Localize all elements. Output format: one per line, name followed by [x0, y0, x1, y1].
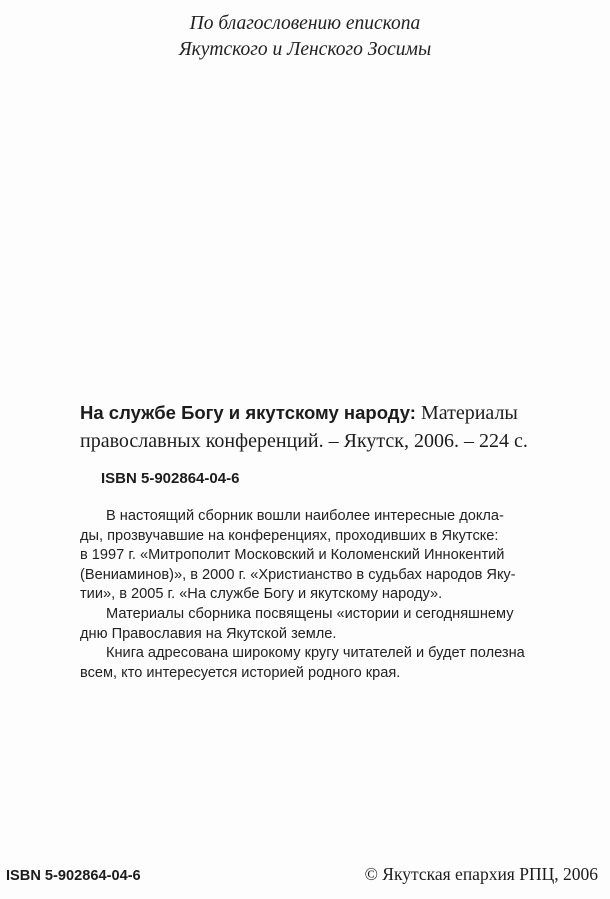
book-title-rest: Материалы — [415, 402, 518, 424]
copyright-notice: © Якутская епархия РПЦ, 2006 — [364, 864, 598, 884]
bibliographic-line-1 — [80, 399, 600, 427]
annotation-line: всем, кто интересуется историей родного края. — [80, 664, 401, 681]
annotation — [80, 507, 600, 683]
annotation-line: В настоящий сборник вошли наиболее интересные докла- — [106, 508, 504, 524]
annotation-line: Книга адресована широкому кругу читателей и будет полезна — [106, 645, 525, 662]
annotation-line: (Вениаминов)», в 2000 г. «Христианство в судьбах народов Якy- — [80, 566, 516, 583]
annotation-line: Материалы сборника посвящены «истории и сегодняшнему — [106, 605, 514, 622]
blessing-line-1: По благословению епископа — [189, 13, 421, 34]
bibliographic-record — [80, 399, 600, 455]
annotation-line: в 1997 г. «Митрополит Московский и Коломенский Иннокентий — [80, 547, 505, 564]
annotation-line: тии», в 2005 г. «На службе Богу и якутскому народу». — [80, 586, 443, 603]
annotation-line: дню Православия на Якутской земле. — [80, 625, 337, 642]
annotation-line: ды, прозвучавшие на конференциях, проходивших в Якутске: — [80, 527, 499, 544]
isbn-top: ISBN 5-902864-04-6 — [101, 470, 240, 487]
book-title: На службе Богу и якутскому народу: — [80, 402, 416, 423]
blessing-line-2: Якутского и Ленского Зосимы — [178, 39, 432, 60]
isbn-bottom: ISBN 5-902864-04-6 — [6, 868, 141, 884]
bibliographic-line-2: православных конференций. – Якутск, 2006. – 224 с. — [80, 430, 528, 452]
